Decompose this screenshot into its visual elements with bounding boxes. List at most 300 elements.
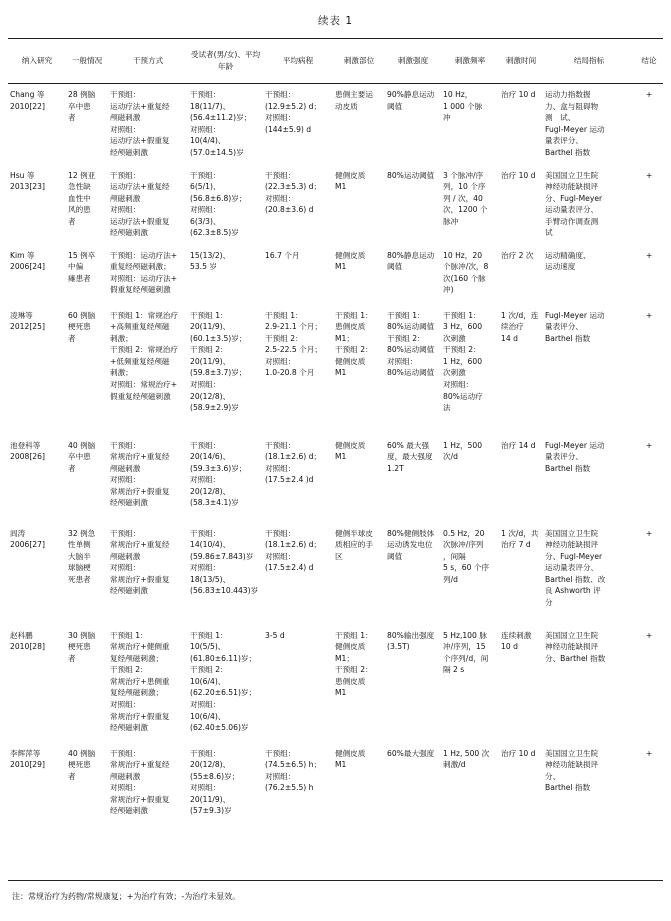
cell-line: 干预组 2： [265,333,303,343]
cell-line: 20(11/9)、 [190,356,231,366]
cell-line: 10(5/5)、 [190,642,226,652]
cell-intensity [385,305,441,435]
cell-line: 干预组： [190,170,221,180]
cell-line: Barthel 指数 [545,783,591,793]
cell-line: 假重复经颅磁刺激 [110,391,171,401]
cell-line: 干预组 1： [443,310,481,320]
cell-line: 14(10/4)、 [190,540,231,550]
cell-line: (74.5±6.5) h； [265,760,322,770]
cell-line: +低频重复经颅磁 [110,356,170,366]
header-intervention: 干预方式 [132,55,164,65]
cell-line: + [645,748,653,758]
cell-line: 干预组： [190,748,221,758]
cell-frequency [441,245,499,305]
cell-line: (18.1±2.6) d； [265,452,322,462]
cell-line: 健侧半球皮 [335,528,373,538]
cell-line: 治疗 7 d [501,540,531,550]
cell-line: 对照组： [265,551,296,561]
cell-line: 对照组： [265,113,296,123]
cell-line: 卒中患 [68,101,91,111]
cell-general [66,743,108,842]
cell-line: (18.1±2.6) d； [265,540,322,550]
cell-line: 刺激； [110,333,133,343]
cell-line: 干预组： [110,170,141,180]
cell-line: 试 [545,228,553,238]
cell-site [333,435,385,523]
cell-line: 列，10 个序 [443,182,486,192]
cell-conclusion [635,305,663,435]
cell-line: 5 s，60 个序 [443,563,490,573]
cell-line: 干预组 2：常规治疗 [110,345,178,355]
cell-line: 健侧皮质 [335,170,366,180]
cell-line: 10 d [501,642,518,652]
cell-line: 干预组 2： [190,665,228,675]
cell-line: Fugl-Meyer 运动 [545,440,605,450]
cell-line: 对照组： [265,771,296,781]
cell-line: 力、盒与阻碍物 [545,101,599,111]
table-row [8,305,663,435]
cell-line: 分、Barthel 指数 [545,653,606,663]
cell-line: 中偏 [68,262,84,272]
cell-line: 量表评分、 [545,136,583,146]
cell-line: 运动疗法+假重复 [110,136,170,146]
cell-line: 卒中患 [68,452,91,462]
cell-line: + [645,170,653,180]
cell-outcome [543,743,635,842]
cell-line: 运动精确度、 [545,250,591,260]
cell-line: 对照组： [190,124,221,134]
cell-outcome [543,523,635,625]
cell-frequency [441,165,499,245]
cell-line: 续治疗 [501,322,524,332]
cell-line: 10(4/4)、 [190,136,226,146]
cell-general [66,523,108,625]
cell-line: 经颅磁刺激 [110,723,148,733]
cell-study [8,165,66,245]
cell-outcome [543,84,635,165]
cell-line: 连续刺激 [501,630,532,640]
cell-line: 10(6/4)、 [190,711,226,721]
cell-line: 2010[28] [10,642,45,652]
cell-line: 28 例脑 [68,90,96,99]
cell-line: 20(11/9)、 [190,794,231,804]
cell-line: 18(11/7)、 [190,101,231,111]
cell-line: 干预组： [110,440,141,450]
cell-line: 12 例亚 [68,170,96,180]
cell-line: 个脉冲/次，8 [443,262,489,272]
cell-line: 阈值 [387,551,403,561]
cell-line: 干预组： [110,748,141,758]
cell-line: 5 Hz,100 脉 [443,630,487,640]
cell-site [333,625,385,743]
cell-frequency [441,305,499,435]
cell-line: 干预组 1： [387,310,425,320]
cell-site [333,84,385,165]
cell-line: 干预组 2： [110,665,148,675]
cell-line: M1； [335,653,354,663]
cell-line: 对照组： [387,356,418,366]
cell-intensity [385,523,441,625]
cell-line: 干预组 1：常规治疗 [110,310,178,320]
cell-outcome [543,245,635,305]
cell-line: 常规治疗+患侧重 [110,676,170,686]
cell-line: 健侧皮质 [335,642,366,652]
cell-line: 列/d [443,574,458,584]
cell-course [263,523,333,625]
cell-outcome [543,305,635,435]
cell-line: 分、Fugl-Meyer [545,193,603,203]
cell-line: 美国国立卫生院 [545,748,599,758]
cell-line: 1 次/d，连 [501,310,539,320]
cell-line: 动皮质 [335,101,358,111]
cell-line: (17.5±2.4 )d [265,475,314,485]
cell-intensity [385,625,441,743]
cell-line: 治疗 14 d [501,440,536,450]
cell-line: 运动疗法+重复经 [110,182,170,192]
cell-line: 阈值 [387,101,403,111]
cell-line: 干预组 2： [335,345,373,355]
cell-line: M1 [335,452,347,462]
cell-line: 大脑半 [68,551,91,561]
cell-line: 假重复经颅磁刺激 [110,285,171,295]
cell-line: Kim 等 [10,250,35,260]
cell-line: 脉冲 [443,216,459,226]
cell-line: + [645,528,653,538]
cell-line: 神经功能缺损评 [545,182,599,192]
cell-line: (144±5.9) d [265,124,312,134]
cell-line: (22.3±5.3) d； [265,182,322,192]
cell-line: 运动疗法+假重复 [110,216,170,226]
cell-line: 者 [68,333,76,343]
cell-line: 次脉冲/序列 [443,540,484,550]
cell-time [499,305,543,435]
cell-line: 20(12/8)、 [190,760,231,770]
cell-line: 80%运动阈值 [387,170,435,180]
header-time: 刺激时间 [505,55,537,65]
cell-line: (12.9±5.2) d； [265,101,322,111]
cell-line: (60.1±3.5)岁； [190,333,247,343]
cell-line: 次刺激 [443,333,466,343]
cell-line: 对照组： [265,193,296,203]
cell-line: 2.9-21.1 个月； [265,322,322,332]
cell-line: 80%运动阈值 [387,345,435,355]
cell-line: 1.2T [387,463,404,473]
header-subjects: 受试者(男/女)、平均年龄 [190,49,261,71]
cell-conclusion [635,625,663,743]
cell-line: 性单侧 [68,540,91,550]
table-row [8,625,663,743]
cell-subjects [188,743,263,842]
cell-frequency [441,523,499,625]
cell-conclusion [635,523,663,625]
cell-line: 1.0-20.8 个月 [265,368,315,378]
cell-line: 40 例脑 [68,440,96,450]
cell-line: 运动诱发电位 [387,540,433,550]
cell-line: 次(160 个脉 [443,273,486,283]
table-row [8,84,663,165]
cell-line: 2.5-22.5 个月； [265,345,322,355]
cell-line: 神经功能缺损评 [545,540,599,550]
cell-line: 次，1200 个 [443,205,488,215]
cell-line: 16.7 个月 [265,250,300,260]
cell-subjects [188,305,263,435]
study-table [8,38,663,842]
cell-intensity [385,435,441,523]
cell-line: 球脑梗 [68,563,91,573]
cell-line: 80%输出强度 [387,630,435,640]
cell-line: + [645,310,653,320]
cell-line: 刺激/d [443,760,466,770]
cell-general [66,435,108,523]
header-study: 纳入研究 [21,55,53,65]
cell-line: 对照组： [190,475,221,485]
cell-line: Barthel 指数 [545,147,591,157]
cell-line: (57±9.3)岁 [190,806,232,816]
cell-line: 急性缺 [68,182,91,192]
cell-line: 健侧皮质 [335,250,366,260]
cell-line: 对照组： [110,700,141,710]
cell-line: 死患者 [68,574,91,584]
cell-line: (55±8.6)岁； [190,771,240,781]
cell-line: 18(13/5)、 [190,574,231,584]
cell-line: 干预组 1： [265,310,303,320]
cell-line: 15(13/2)、 [190,250,231,260]
cell-line: 质相应的手 [335,540,373,550]
cell-line: 干预组： [110,528,141,538]
cell-conclusion [635,743,663,842]
cell-intervention [108,435,188,523]
cell-line: 运动速度 [545,262,576,272]
cell-line: 1 Hz，600 [443,356,483,366]
cell-line: 常规治疗+假重复 [110,486,170,496]
header-site: 刺激部位 [343,55,375,65]
cell-line: 6(3/3)、 [190,216,221,226]
cell-line: 2013[23] [10,182,45,192]
cell-line: 53.5 岁 [190,262,217,272]
cell-time [499,743,543,842]
cell-line: 干预组 2： [443,345,481,355]
cell-line: 3-5 d [265,630,285,640]
cell-study [8,305,66,435]
cell-line: 干预组 1： [190,310,228,320]
cell-intervention [108,245,188,305]
cell-line: (62.20±6.51)岁； [190,688,257,698]
cell-line: 对照组： [110,475,141,485]
cell-line: 1 000 个脉 [443,101,483,111]
table-row [8,245,663,305]
cell-line: + [645,90,653,99]
cell-line: 次刺激 [443,368,466,378]
cell-line: 常规治疗+假重复 [110,574,170,584]
cell-line: (56.8±6.8)岁； [190,193,247,203]
cell-line: 干预组 2： [190,345,228,355]
cell-line: 隔 2 s [443,665,465,675]
cell-site [333,523,385,625]
cell-site [333,165,385,245]
cell-line: 闾涛 [10,528,26,538]
cell-intervention [108,625,188,743]
cell-line: 美国国立卫生院 [545,528,599,538]
cell-course [263,743,333,842]
cell-time [499,245,543,305]
table-body [8,84,663,842]
cell-line: 20(14/6)、 [190,452,231,462]
cell-line: 运动力指数握 [545,90,591,99]
cell-line: M1； [335,333,354,343]
cell-line: 颅磁刺激 [110,113,141,123]
cell-line: 经颅磁刺激 [110,228,148,238]
cell-line: 经颅磁刺激 [110,806,148,816]
cell-line: 干预组： [190,528,221,538]
cell-line: 颅磁刺激 [110,463,141,473]
cell-line: 者 [68,771,76,781]
cell-line: (3.5T) [387,642,410,652]
cell-conclusion [635,245,663,305]
cell-line: 10 Hz， [443,90,473,99]
cell-line: 健侧皮质 [335,748,366,758]
cell-line: 颅磁刺激 [110,551,141,561]
cell-line: M1 [335,262,347,272]
cell-line: 区 [335,551,343,561]
cell-line: + [645,440,653,450]
cell-line: 量表评分、 [545,452,583,462]
cell-line: 次/d [443,452,458,462]
cell-line: 干预组： [265,748,296,758]
cell-study [8,84,66,165]
cell-line: 凌琳等 [10,310,33,320]
cell-outcome [543,625,635,743]
header-general: 一般情况 [71,55,103,65]
cell-line: 个序列/d，间 [443,653,489,663]
table-row [8,743,663,842]
header-course: 平均病程 [282,55,314,65]
cell-line: 列 / 次，40 [443,193,483,203]
cell-line: 60% 最大强 [387,440,430,450]
cell-line: 干预组： [190,440,221,450]
cell-line: 干预组 2： [335,665,373,675]
cell-line: 颅磁刺激 [110,771,141,781]
cell-line: 经颅磁刺激 [110,147,148,157]
cell-line: Hsu 等 [10,170,35,180]
cell-subjects [188,523,263,625]
cell-line: 度，最大强度 [387,452,433,462]
cell-line: Fugl-Meyer 运动 [545,124,605,134]
cell-conclusion [635,165,663,245]
cell-course [263,84,333,165]
cell-line: 量表评分、 [545,322,583,332]
cell-line: 运动量表评分、 [545,205,599,215]
cell-line: 2012[25] [10,322,45,332]
cell-outcome [543,165,635,245]
cell-subjects [188,625,263,743]
header-outcome: 结局指标 [573,55,605,65]
cell-line: 者 [68,113,76,123]
cell-intervention [108,743,188,842]
cell-line: 常规治疗+重复经 [110,540,170,550]
cell-study [8,523,66,625]
cell-intensity [385,245,441,305]
cell-line: 2006[24] [10,262,45,272]
cell-study [8,743,66,842]
cell-line: 对照组： [190,700,221,710]
cell-line: 梗死患 [68,322,91,332]
cell-line: 池登科等 [10,440,41,450]
cell-intervention [108,523,188,625]
cell-line: 良 Ashworth 评 [545,586,601,596]
cell-line: 者 [68,463,76,473]
cell-line: 60 例脑 [68,310,96,320]
cell-line: Barthel 指数 [545,463,591,473]
cell-site [333,245,385,305]
cell-line: 神经功能缺损评 [545,760,599,770]
cell-line: 干预组： [265,440,296,450]
cell-line: 1 Hz，500 [443,440,483,450]
cell-line: 80%静息运动 [387,250,435,260]
cell-line: 0.5 Hz，20 [443,528,485,538]
cell-line: 常规治疗+健侧重 [110,642,170,652]
cell-line: 经颅磁刺激 [110,586,148,596]
cell-time [499,523,543,625]
footnote-text: 注：常规治疗为药物/常规康复；+为治疗有效；-为治疗未显效。 [12,892,241,901]
cell-general [66,625,108,743]
cell-line: 常规治疗+重复经 [110,452,170,462]
cell-course [263,435,333,523]
cell-line: (58.9±2.9)岁 [190,403,239,413]
cell-conclusion [635,84,663,165]
cell-line: 对照组： [265,356,296,366]
cell-line: 神经功能缺损评 [545,642,599,652]
cell-line: 分、 [545,771,561,781]
cell-line: 20(12/8)、 [190,391,231,401]
cell-line: 常规治疗+假重复 [110,711,170,721]
cell-line: 对照组： [443,380,474,390]
cell-line: 分 [545,598,553,608]
cell-line: (59.3±3.6)岁； [190,463,247,473]
cell-subjects [188,84,263,165]
cell-line: 患侧皮质 [335,322,366,332]
cell-line: 常规治疗+假重复 [110,794,170,804]
cell-general [66,305,108,435]
table-header-row [8,39,663,84]
cell-line: 3 个脉冲/序 [443,170,484,180]
cell-line: 对照组： [110,783,141,793]
table-row [8,435,663,523]
cell-outcome [543,435,635,523]
cell-line: 经颅磁刺激 [110,498,148,508]
cell-intervention [108,305,188,435]
cell-intensity [385,84,441,165]
cell-line: (76.2±5.5) h [265,783,314,793]
cell-line: 对照组： [110,124,141,134]
cell-line: 治疗 10 d [501,90,536,99]
cell-line: Chang 等 [10,90,45,99]
cell-course [263,305,333,435]
cell-line: 李辉萍等 [10,748,41,758]
cell-line: 常规治疗+重复经 [110,760,170,770]
cell-line: M1 [335,368,347,378]
cell-time [499,165,543,245]
cell-subjects [188,165,263,245]
cell-line: 冲/序列，15 [443,642,486,652]
cell-line: 瘫患者 [68,273,91,283]
cell-line: 复经颅磁刺激； [110,688,164,698]
cell-line: 干预组： [265,528,296,538]
cell-line: 治疗 10 d [501,170,536,180]
cell-study [8,245,66,305]
cell-line: (56.83±10.443)岁 [190,586,259,596]
cell-line: 10 Hz，20 [443,250,483,260]
cell-intensity [385,743,441,842]
